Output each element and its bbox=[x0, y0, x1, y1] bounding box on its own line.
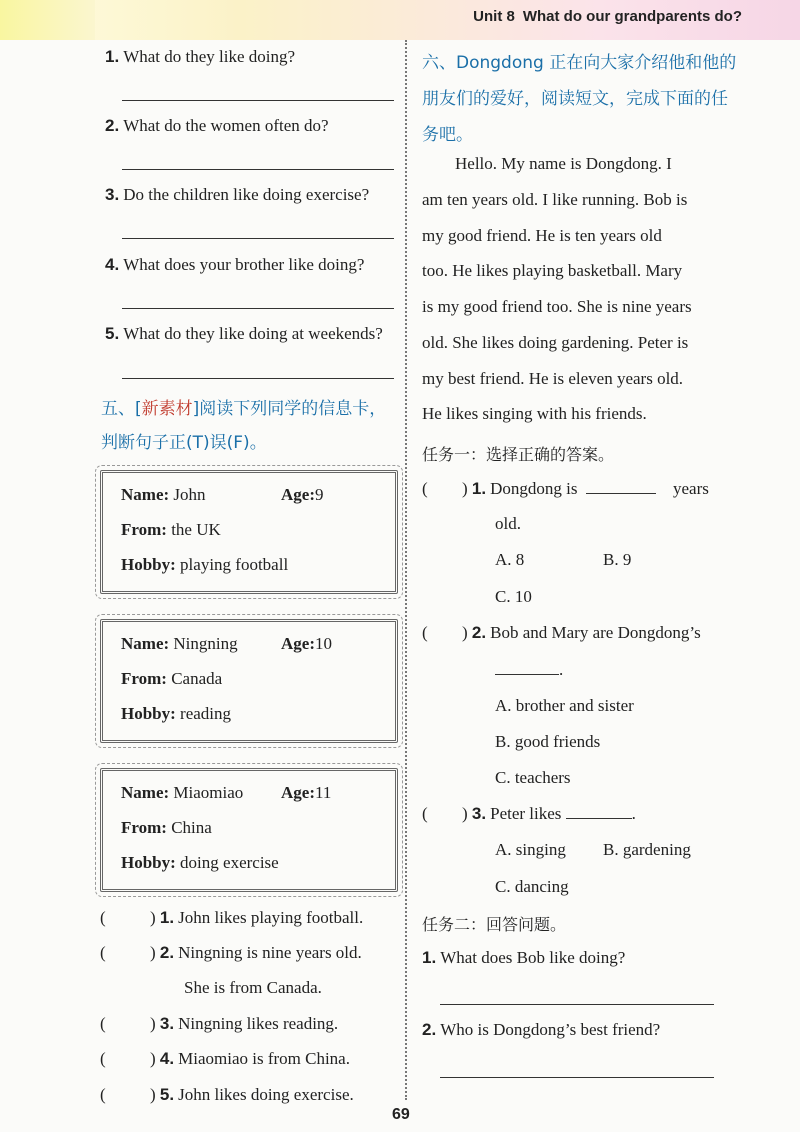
tf-item-1: ) 1. John likes playing football. bbox=[150, 908, 364, 927]
answer-line[interactable] bbox=[122, 378, 394, 379]
answer-bracket[interactable]: ( bbox=[422, 479, 428, 498]
section-6-line2: 朋友们的爱好，阅读短文，完成下面的任 bbox=[422, 89, 728, 109]
option-a[interactable]: A. brother and sister bbox=[495, 696, 634, 715]
task1-q1: ) 1. Dongdong is years bbox=[462, 479, 709, 498]
answer-line[interactable] bbox=[122, 100, 394, 101]
left-question-1: 1. What do they like doing? bbox=[105, 47, 296, 66]
option-b[interactable]: B. gardening bbox=[603, 840, 691, 859]
passage-line-2: am ten years old. I like running. Bob is bbox=[422, 190, 688, 209]
option-c[interactable]: C. dancing bbox=[495, 877, 569, 896]
option-b[interactable]: B. good friends bbox=[495, 732, 601, 751]
option-b[interactable]: B. 9 bbox=[603, 550, 632, 569]
option-a[interactable]: A. 8 bbox=[495, 550, 525, 569]
tf-item-3: ) 3. Ningning likes reading. bbox=[150, 1014, 339, 1033]
corner-highlight bbox=[0, 0, 95, 40]
option-c[interactable]: C. 10 bbox=[495, 587, 532, 606]
unit-label: Unit 8 bbox=[473, 8, 515, 25]
column-divider bbox=[405, 40, 407, 1100]
task1-q2-blank: . bbox=[495, 660, 563, 680]
task-2-title: 任务二：回答问题。 bbox=[422, 915, 567, 934]
answer-bracket[interactable]: ( bbox=[100, 908, 106, 927]
answer-line[interactable] bbox=[122, 238, 394, 239]
tf-item-2-cont: She is from Canada. bbox=[184, 978, 322, 997]
tf-item-2: ) 2. Ningning is nine years old. bbox=[150, 943, 362, 962]
unit-title: What do our grandparents do? bbox=[522, 8, 742, 25]
task2-q2: 2. Who is Dongdong’s best friend? bbox=[422, 1020, 661, 1039]
section-5-heading: 五、[新素材]阅读下列同学的信息卡， bbox=[101, 399, 387, 419]
answer-line[interactable] bbox=[122, 169, 394, 170]
passage-line-1: Hello. My name is Dongdong. I bbox=[455, 154, 672, 173]
left-question-4: 4. What does your brother like doing? bbox=[105, 255, 365, 274]
answer-line[interactable] bbox=[440, 1004, 714, 1005]
fill-blank[interactable] bbox=[495, 674, 559, 675]
info-card-ningning: Name: Ningning Age:10 From: Canada Hobby: reading bbox=[100, 619, 398, 743]
answer-bracket[interactable]: ( bbox=[422, 623, 428, 642]
answer-bracket[interactable]: ( bbox=[100, 1085, 106, 1104]
passage-line-6: old. She likes doing gardening. Peter is bbox=[422, 333, 689, 352]
passage-line-8: He likes singing with his friends. bbox=[422, 404, 647, 423]
option-c[interactable]: C. teachers bbox=[495, 768, 571, 787]
tf-item-4: ) 4. Miaomiao is from China. bbox=[150, 1049, 350, 1068]
passage-line-3: my good friend. He is ten years old bbox=[422, 226, 662, 245]
left-question-3: 3. Do the children like doing exercise? bbox=[105, 185, 370, 204]
page-number: 69 bbox=[392, 1106, 410, 1123]
left-question-2: 2. What do the women often do? bbox=[105, 116, 329, 135]
info-card-miaomiao: Name: Miaomiao Age:11 From: China Hobby: doing exercise bbox=[100, 768, 398, 892]
task2-q1: 1. What does Bob like doing? bbox=[422, 948, 626, 967]
fill-blank[interactable] bbox=[586, 493, 656, 494]
answer-bracket[interactable]: ( bbox=[100, 943, 106, 962]
left-question-5: 5. What do they like doing at weekends? bbox=[105, 324, 383, 343]
section-6-line3: 务吧。 bbox=[422, 125, 473, 145]
option-a[interactable]: A. singing bbox=[495, 840, 566, 859]
task1-q3: ) 3. Peter likes . bbox=[462, 804, 636, 823]
answer-bracket[interactable]: ( bbox=[100, 1049, 106, 1068]
tf-item-5: ) 5. John likes doing exercise. bbox=[150, 1085, 354, 1104]
section-5-instruction: 判断句子正(T)误(F)。 bbox=[101, 433, 267, 453]
passage-line-4: too. He likes playing basketball. Mary bbox=[422, 261, 683, 280]
answer-bracket[interactable]: ( bbox=[422, 804, 428, 823]
task1-q2: ) 2. Bob and Mary are Dongdong’s bbox=[462, 623, 701, 642]
section-6-heading: 六、Dongdong 正在向大家介绍他和他的 bbox=[422, 53, 737, 73]
fill-blank[interactable] bbox=[566, 818, 632, 819]
answer-line[interactable] bbox=[122, 308, 394, 309]
answer-bracket[interactable]: ( bbox=[100, 1014, 106, 1033]
running-header bbox=[465, 8, 742, 25]
task-1-title: 任务一：选择正确的答案。 bbox=[422, 445, 615, 464]
info-card-john: Name: John Age:9 From: the UK Hobby: playing football bbox=[100, 470, 398, 594]
task1-q1-cont: old. bbox=[495, 514, 521, 533]
answer-line[interactable] bbox=[440, 1077, 714, 1078]
passage-line-7: my best friend. He is eleven years old. bbox=[422, 369, 684, 388]
passage-line-5: is my good friend too. She is nine years bbox=[422, 297, 692, 316]
